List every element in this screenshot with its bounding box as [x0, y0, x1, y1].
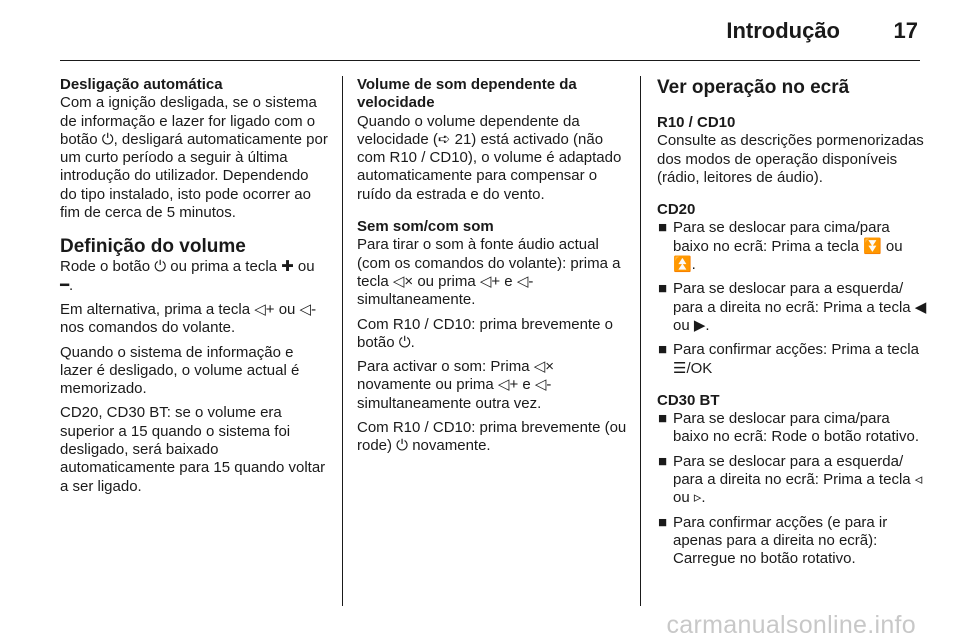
heading-speed-volume: Volume de som dependente da velocidade: [357, 76, 577, 112]
bullet-icon: ■: [658, 341, 668, 359]
column-divider-right: [640, 76, 641, 606]
paragraph-volume-1: Rode o botão ⏻ ou prima a tecla ✚ ou ━.: [60, 258, 315, 294]
heading-mute: Sem som/com som: [357, 218, 494, 236]
list-item: ■ Para se deslocar para cima/para baixo no ecrã: Prima a tecla ⏬ ou ⏫.: [658, 219, 903, 274]
paragraph-volume-4: CD20, CD30 BT: se o volume era superior a 15 quando o sistema foi desligado, será baixado automaticamente para 15 quando voltar a ser ligado.: [60, 404, 326, 495]
section-title: Introdução: [726, 18, 840, 43]
heading-volume: Definição do volume: [60, 236, 246, 258]
list-item: ■ Para se deslocar para cima/para baixo no ecrã: Rode o botão rotativo.: [658, 410, 919, 446]
heading-r10: R10 / CD10: [657, 114, 736, 131]
heading-cd30: CD30 BT: [657, 391, 720, 409]
list-item: ■ Para se deslocar para a esquerda/ para a direita no ecrã: Prima a tecla ◀ ou ▶.: [658, 280, 927, 334]
column-divider-left: [342, 76, 343, 606]
paragraph-mute-4: Com R10 / CD10: prima brevemente (ou rode) ⏻ novamente.: [357, 419, 627, 455]
column-middle: [357, 76, 627, 456]
column-left: [60, 76, 328, 496]
heading-cd20: CD20: [657, 201, 696, 219]
paragraph-mute-1: Para tirar o som à fonte áudio actual (com os comandos do volante): prima a tecla ◁× ou prima ◁+ e ◁- simultaneamente.: [357, 236, 621, 309]
list-item: ■ Para confirmar acções: Prima a tecla ☰/OK: [658, 341, 919, 377]
list-item: ■ Para confirmar acções (e para ir apenas para a direita no ecrã): Carregue no botão rotativo.: [658, 513, 888, 568]
heading-auto-off: Desligação automática: [60, 76, 223, 93]
paragraph-volume-3: Quando o sistema de informação e lazer é desligado, o volume actual é memorizado.: [60, 343, 300, 398]
paragraph-mute-2: Com R10 / CD10: prima brevemente o botão ⏻.: [357, 315, 613, 351]
bullet-icon: ■: [658, 513, 668, 531]
paragraph-r10: Consulte as descrições pormenorizadas dos modos de operação disponíveis (rádio, leitores de áudio).: [657, 132, 924, 186]
bullet-icon: ■: [658, 280, 668, 298]
list-cd30: [657, 410, 929, 568]
heading-screen-operation: Ver operação no ecrã: [657, 77, 850, 98]
bullet-icon: ■: [658, 410, 668, 428]
list-item: ■ Para se deslocar para a esquerda/ para a direita no ecrã: Prima a tecla ◃ ou ▹.: [658, 452, 923, 507]
column-right: [657, 76, 929, 569]
bullet-icon: ■: [658, 452, 668, 470]
paragraph-auto-off: Com a ignição desligada, se o sistema de informação e lazer for ligado com o botão ⏻, desligará automaticamente por um curto período a seguir à última introdução do utilizador. Dependendo do tipo instalado, isto pode ocorrer ao fim de cerca de 5 minutos.: [60, 94, 328, 222]
bullet-icon: ■: [658, 219, 668, 237]
page-number: 17: [893, 18, 918, 43]
paragraph-speed-volume: Quando o volume dependente da velocidade (➪ 21) está activado (não com R10 / CD10), o volume é adaptado automaticamente para compensar o ruído da estrada e do vento.: [357, 112, 622, 203]
watermark: carmanualsonline.info: [666, 611, 916, 639]
list-cd20: [657, 219, 929, 377]
paragraph-volume-2: Em alternativa, prima a tecla ◁+ ou ◁- nos comandos do volante.: [60, 300, 317, 337]
page-header: [60, 0, 920, 61]
paragraph-mute-3: Para activar o som: Prima ◁× novamente ou prima ◁+ e ◁- simultaneamente outra vez.: [357, 358, 555, 412]
